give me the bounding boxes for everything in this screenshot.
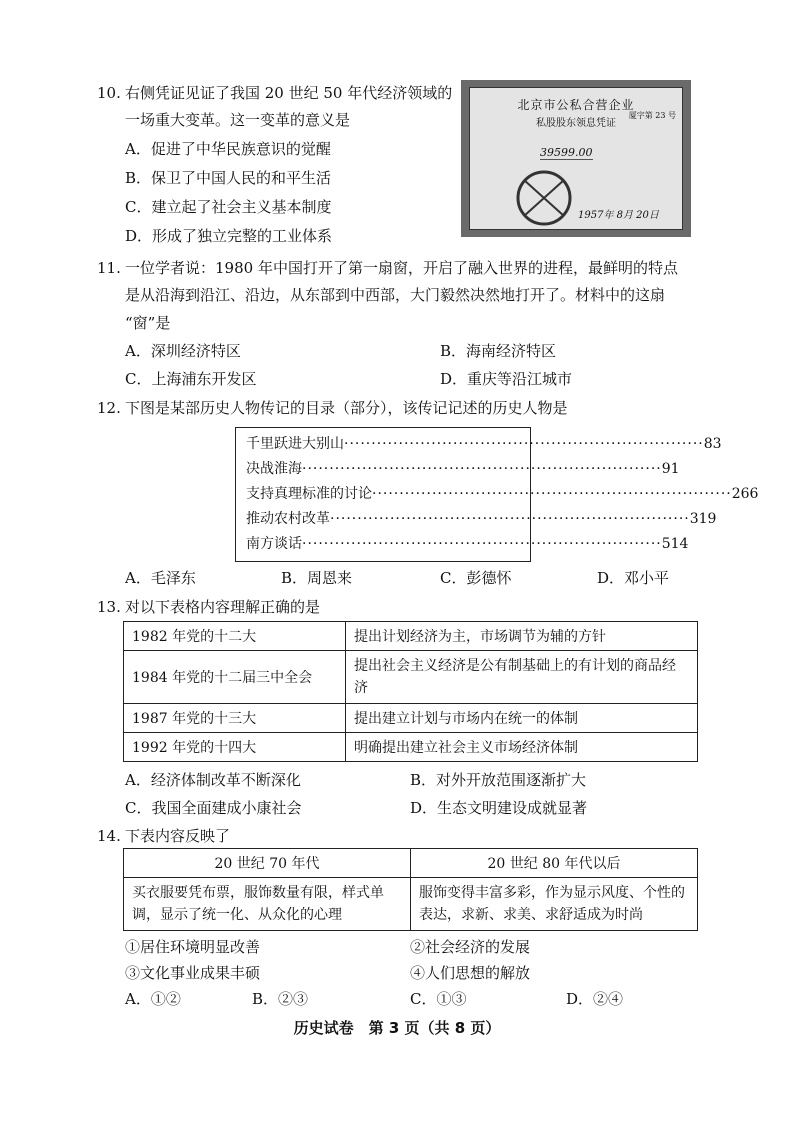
table-cell: 提出社会主义经济是公有制基础上的有计划的商品经济 xyxy=(346,651,698,704)
table-cell: 买衣服要凭布票，服饰数量有限，样式单调，显示了统一化、从众化的心理 xyxy=(124,878,411,931)
q10-option-d: D．形成了独立完整的工业体系 xyxy=(125,227,333,245)
q11-number: 11. xyxy=(97,259,121,277)
table-row xyxy=(124,733,698,762)
table-cell: 1987 年党的十三大 xyxy=(124,704,346,733)
table-cell: 1992 年党的十四大 xyxy=(124,733,346,762)
table-row xyxy=(124,878,698,931)
certificate-photo xyxy=(461,80,691,237)
table-cell: 明确提出建立社会主义市场经济体制 xyxy=(346,733,698,762)
table-cell: 提出建立计划与市场内在统一的体制 xyxy=(346,704,698,733)
q12-stem: 下图是某部历史人物传记的目录（部分），该传记记述的历史人物是 xyxy=(125,399,568,417)
q14-item-2: ②社会经济的发展 xyxy=(410,938,531,956)
certificate-subtitle: 私股股东领息凭证 xyxy=(536,118,616,129)
q14-option-b: B．②③ xyxy=(252,990,309,1008)
table-cell: 1982 年党的十二大 xyxy=(124,622,346,651)
certificate-stamp xyxy=(514,168,574,228)
q12-number: 12. xyxy=(97,399,121,417)
toc-entry-title: 推动农村改革 xyxy=(246,511,330,527)
toc-entry-title: 千里跃进大别山 xyxy=(246,436,344,452)
q13-option-d: D．生态文明建设成就显著 xyxy=(410,799,588,817)
q14-option-c: C．①③ xyxy=(410,990,467,1008)
q12-option-d: D．邓小平 xyxy=(597,569,670,587)
q11-option-c: C．上海浦东开发区 xyxy=(125,370,257,388)
q13-stem: 对以下表格内容理解正确的是 xyxy=(125,598,321,616)
toc-entry-title: 决战淮海 xyxy=(246,461,302,477)
table-row xyxy=(124,849,698,878)
q13-table xyxy=(123,621,698,762)
table-cell: 提出计划经济为主，市场调节为辅的方针 xyxy=(346,622,698,651)
toc-entry-page: 319 xyxy=(689,511,717,527)
q10-stem-line1: 右侧凭证见证了我国 20 世纪 50 年代经济领域的 xyxy=(125,84,453,102)
q14-table xyxy=(123,848,698,931)
toc-entry-page: 514 xyxy=(661,536,689,552)
toc-entry: 推动农村改革 ·································································· 319 xyxy=(246,507,520,532)
q13-number: 13. xyxy=(97,598,121,616)
q13-option-c: C．我国全面建成小康社会 xyxy=(125,799,302,817)
q11-stem-line2: 是从沿海到沿江、沿边，从东部到中西部，大门毅然决然地打开了。材料中的这扇 xyxy=(125,286,666,304)
q11-stem-line3: “窗”是 xyxy=(125,314,171,332)
q12-option-b: B．周恩来 xyxy=(281,569,353,587)
q14-item-1: ①居住环境明显改善 xyxy=(125,938,261,956)
q14-option-a: A．①② xyxy=(125,990,181,1008)
certificate-amount: 39599.00 xyxy=(540,146,593,159)
toc-entry: 支持真理标准的讨论 ·································································· 266 xyxy=(246,482,520,507)
toc-entry-page: 266 xyxy=(731,486,759,502)
certificate-title: 北京市公私合营企业 xyxy=(517,98,635,112)
toc-entry-title: 南方谈话 xyxy=(246,536,302,552)
certificate-date: 1957年 8月 20日 xyxy=(578,210,659,221)
q14-number: 14. xyxy=(97,827,121,845)
table-header: 20 世纪 70 年代 xyxy=(124,849,411,878)
q13-option-b: B．对外开放范围逐渐扩大 xyxy=(410,771,587,789)
table-header: 20 世纪 80 年代以后 xyxy=(411,849,698,878)
table-cell: 1984 年党的十二届三中全会 xyxy=(124,651,346,704)
toc-entry: 千里跃进大别山 ·································································· 83 xyxy=(246,432,520,457)
toc-entry-page: 83 xyxy=(703,436,722,452)
q14-item-3: ③文化事业成果丰硕 xyxy=(125,964,261,982)
q12-option-c: C．彭德怀 xyxy=(440,569,512,587)
table-row xyxy=(124,704,698,733)
toc-entry: 决战淮海 ·································································· 91 xyxy=(246,457,520,482)
q10-stem-line2: 一场重大变革。这一变革的意义是 xyxy=(125,111,351,129)
q14-item-4: ④人们思想的解放 xyxy=(410,964,531,982)
q10-number: 10. xyxy=(97,84,121,102)
certificate-serial: 厦字第 23 号 xyxy=(628,111,676,120)
table-row xyxy=(124,651,698,704)
q13-option-a: A．经济体制改革不断深化 xyxy=(125,771,301,789)
q11-stem-line1: 一位学者说：1980 年中国打开了第一扇窗，开启了融入世界的进程，最鲜明的特点 xyxy=(125,259,678,277)
q14-option-d: D．②④ xyxy=(566,990,624,1008)
toc-entry: 南方谈话 ·································································· 514 xyxy=(246,532,520,557)
q11-option-d: D．重庆等沿江城市 xyxy=(440,370,573,388)
table-row xyxy=(124,622,698,651)
q10-option-a: A．促进了中华民族意识的觉醒 xyxy=(125,140,331,158)
q11-option-b: B．海南经济特区 xyxy=(440,342,557,360)
table-cell: 服饰变得丰富多彩，作为显示风度、个性的表达，求新、求美、求舒适成为时尚 xyxy=(411,878,698,931)
q12-option-a: A．毛泽东 xyxy=(125,569,196,587)
q10-option-b: B．保卫了中国人民的和平生活 xyxy=(125,169,332,187)
q10-option-c: C．建立起了社会主义基本制度 xyxy=(125,198,332,216)
q11-option-a: A．深圳经济特区 xyxy=(125,342,241,360)
toc-entry-title: 支持真理标准的讨论 xyxy=(246,486,372,502)
biography-toc xyxy=(235,427,759,562)
page-footer: 历史试卷 第 3 页（共 8 页） xyxy=(293,1019,501,1037)
toc-entry-page: 91 xyxy=(661,461,680,477)
q14-stem: 下表内容反映了 xyxy=(125,827,231,845)
